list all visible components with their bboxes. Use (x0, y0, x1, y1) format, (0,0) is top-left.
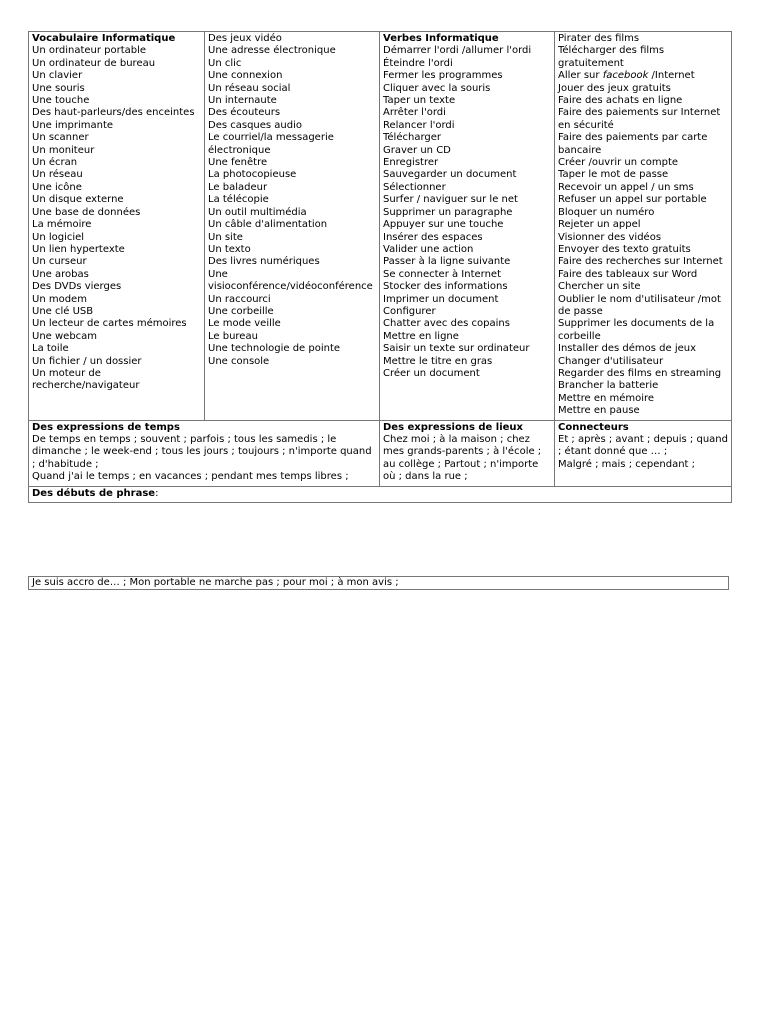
list-item: Un scanner (32, 132, 89, 144)
list-item: Jouer des jeux gratuits (558, 82, 671, 94)
vocab-column-2 (205, 32, 380, 421)
verbs-list-2b (558, 83, 728, 418)
list-item: La télécopie (208, 194, 269, 206)
list-item: Créer /ouvrir un compte (558, 157, 679, 169)
list-item (558, 70, 728, 82)
verbs-column-2 (555, 32, 732, 421)
list-item: Un raccourci (208, 293, 271, 305)
list-item: Un écran (32, 157, 78, 169)
list-item: Faire des paiements par carte bancaire (558, 132, 708, 156)
list-item: Une touche (32, 95, 90, 107)
connecteurs-text-2: Malgré ; mais ; cependant ; (558, 458, 696, 470)
list-item: Insérer des espaces (383, 231, 483, 243)
list-item: Stocker des informations (383, 281, 508, 293)
list-item: Valider une action (383, 243, 474, 255)
vocab-list (32, 45, 201, 392)
lieux-text: Chez moi ; à la maison ; chez mes grands-parents ; à l'école ; au collège ; Partout ; n'importe où ; dans la rue ; (383, 434, 542, 483)
vocab-heading: Vocabulaire Informatique (32, 33, 176, 44)
list-item: Saisir un texte sur ordinateur (383, 343, 530, 355)
list-item: La toile (32, 343, 69, 355)
list-item: Un réseau (32, 169, 83, 181)
list-item: Fermer les programmes (383, 70, 503, 82)
verbs-list-2a (558, 33, 728, 70)
facebook-italic: facebook (602, 70, 649, 82)
debuts-cell (29, 486, 732, 502)
list-item: Une technologie de pointe (208, 343, 341, 355)
list-item: Appuyer sur une touche (383, 219, 504, 231)
list-item: Brancher la batterie (558, 380, 659, 392)
list-item: Une clé USB (32, 305, 94, 317)
list-item: Envoyer des texto gratuits (558, 243, 691, 255)
table-row (29, 486, 732, 502)
list-item: Télécharger des films gratuitement (558, 45, 665, 69)
list-item: Mettre le titre en gras (383, 355, 493, 367)
connecteurs-text: Et ; après ; avant ; depuis ; quand ; étant donné que … ; (558, 434, 728, 458)
list-item: Une fenêtre (208, 157, 268, 169)
list-item: Un internaute (208, 95, 277, 107)
list-item: Se connecter à Internet (383, 268, 501, 280)
list-item: Des haut-parleurs/des enceintes (32, 107, 195, 119)
list-item: Un fichier / un dossier (32, 355, 142, 367)
list-item: Relancer l'ordi (383, 119, 455, 131)
list-item: Une icône (32, 181, 82, 193)
list-item: Un clic (208, 57, 242, 69)
list-item: Un lien hypertexte (32, 243, 125, 255)
list-item: Éteindre l'ordi (383, 57, 453, 69)
vocab-list-2 (208, 33, 376, 368)
list-item: Un moniteur (32, 144, 95, 156)
list-item: Un ordinateur de bureau (32, 57, 156, 69)
list-item: Un réseau social (208, 82, 291, 94)
verbs-list (383, 45, 551, 380)
list-item: Créer un document (383, 367, 480, 379)
list-item: Enregistrer (383, 157, 439, 169)
list-item: Installer des démos de jeux (558, 343, 697, 355)
list-item: Un site (208, 231, 243, 243)
list-item: Des casques audio (208, 119, 303, 131)
list-item: Arrêter l'ordi (383, 107, 446, 119)
list-item: Une souris (32, 82, 85, 94)
list-item: Mettre en mémoire (558, 392, 655, 404)
list-item: Un modem (32, 293, 87, 305)
list-item: Configurer (383, 305, 436, 317)
list-item: La mémoire (32, 219, 92, 231)
list-item: Faire des recherches sur Internet (558, 256, 723, 268)
vocab-column (29, 32, 205, 421)
list-item: Sélectionner (383, 181, 446, 193)
list-item: Cliquer avec la souris (383, 82, 491, 94)
list-item: Une corbeille (208, 305, 274, 317)
list-item-text: /Internet (648, 70, 695, 82)
temps-heading: Des expressions de temps (32, 421, 180, 433)
table-row (29, 32, 732, 421)
list-item: Changer d'utilisateur (558, 355, 664, 367)
list-item: Le mode veille (208, 318, 281, 330)
list-item: Un curseur (32, 256, 87, 268)
debuts-heading: Des débuts de phrase (32, 487, 156, 499)
list-item: Graver un CD (383, 144, 451, 156)
list-item: Un moteur de recherche/navigateur (32, 367, 140, 392)
list-item: Une visioconférence/vidéoconférence (208, 268, 373, 293)
list-item: Mettre en ligne (383, 330, 459, 342)
temps-text-2: Quand j'ai le temps ; en vacances ; pendant mes temps libres ; (32, 471, 349, 483)
table-row (29, 420, 732, 486)
list-item: La photocopieuse (208, 169, 297, 181)
list-item: Un clavier (32, 70, 83, 82)
list-item: Le bureau (208, 330, 258, 342)
list-item: Faire des paiements sur Internet en sécurité (558, 107, 721, 131)
temps-text: De temps en temps ; souvent ; parfois ; tous les samedis ; le dimanche ; le week-end ; tous les jours ; toujours ; n'importe quand ; d'habitude ; (32, 434, 372, 470)
list-item: Le courriel/la messagerie électronique (208, 132, 334, 156)
list-item: Des jeux vidéo (208, 33, 282, 44)
list-item: Une console (208, 355, 270, 367)
list-item: Une adresse électronique (208, 45, 336, 57)
list-item: Une webcam (32, 330, 98, 342)
list-item: Une arobas (32, 268, 89, 280)
list-item-text: Aller sur (558, 70, 603, 82)
list-item: Oublier le nom d'utilisateur /mot de passe (558, 293, 721, 317)
list-item: Supprimer un paragraphe (383, 206, 513, 218)
list-item: Imprimer un document (383, 293, 499, 305)
list-item: Pirater des films (558, 33, 640, 44)
list-item: Un disque externe (32, 194, 124, 206)
list-item: Un câble d'alimentation (208, 219, 328, 231)
list-item: Un ordinateur portable (32, 45, 147, 57)
list-item: Une connexion (208, 70, 283, 82)
list-item: Visionner des vidéos (558, 231, 662, 243)
list-item: Un lecteur de cartes mémoires (32, 318, 187, 330)
list-item: Rejeter un appel (558, 219, 641, 231)
list-item: Supprimer les documents de la corbeille (558, 318, 715, 342)
list-item: Taper le mot de passe (558, 169, 669, 181)
list-item: Passer à la ligne suivante (383, 256, 511, 268)
connecteurs-heading: Connecteurs (558, 421, 629, 433)
list-item: Faire des achats en ligne (558, 95, 683, 107)
connecteurs-cell (555, 420, 732, 486)
footer-phrases: Je suis accro de… ; Mon portable ne marche pas ; pour moi ; à mon avis ; (28, 576, 729, 590)
list-item: Regarder des films en streaming (558, 367, 722, 379)
list-item: Des livres numériques (208, 256, 320, 268)
vocabulary-document (28, 31, 731, 503)
temps-cell (29, 420, 380, 486)
list-item: Une base de données (32, 206, 141, 218)
verbs-heading: Verbes Informatique (383, 33, 499, 44)
verbs-column (380, 32, 555, 421)
list-item: Faire des tableaux sur Word (558, 268, 698, 280)
list-item: Taper un texte (383, 95, 456, 107)
list-item: Mettre en pause (558, 405, 640, 417)
list-item: Le baladeur (208, 181, 268, 193)
debuts-colon: : (155, 487, 159, 499)
list-item: Démarrer l'ordi /allumer l'ordi (383, 45, 532, 57)
list-item: Chercher un site (558, 281, 641, 293)
list-item: Surfer / naviguer sur le net (383, 194, 518, 206)
list-item: Chatter avec des copains (383, 318, 510, 330)
list-item: Une imprimante (32, 119, 114, 131)
list-item: Un logiciel (32, 231, 85, 243)
list-item: Des écouteurs (208, 107, 281, 119)
list-item: Un outil multimédia (208, 206, 307, 218)
lieux-heading: Des expressions de lieux (383, 421, 524, 433)
list-item: Des DVDs vierges (32, 281, 122, 293)
list-item: Un texto (208, 243, 251, 255)
list-item: Recevoir un appel / un sms (558, 181, 694, 193)
list-item: Télécharger (383, 132, 442, 144)
list-item: Bloquer un numéro (558, 206, 655, 218)
list-item: Refuser un appel sur portable (558, 194, 707, 206)
list-item: Sauvegarder un document (383, 169, 517, 181)
lieux-cell (380, 420, 555, 486)
vocabulary-table (28, 31, 732, 503)
